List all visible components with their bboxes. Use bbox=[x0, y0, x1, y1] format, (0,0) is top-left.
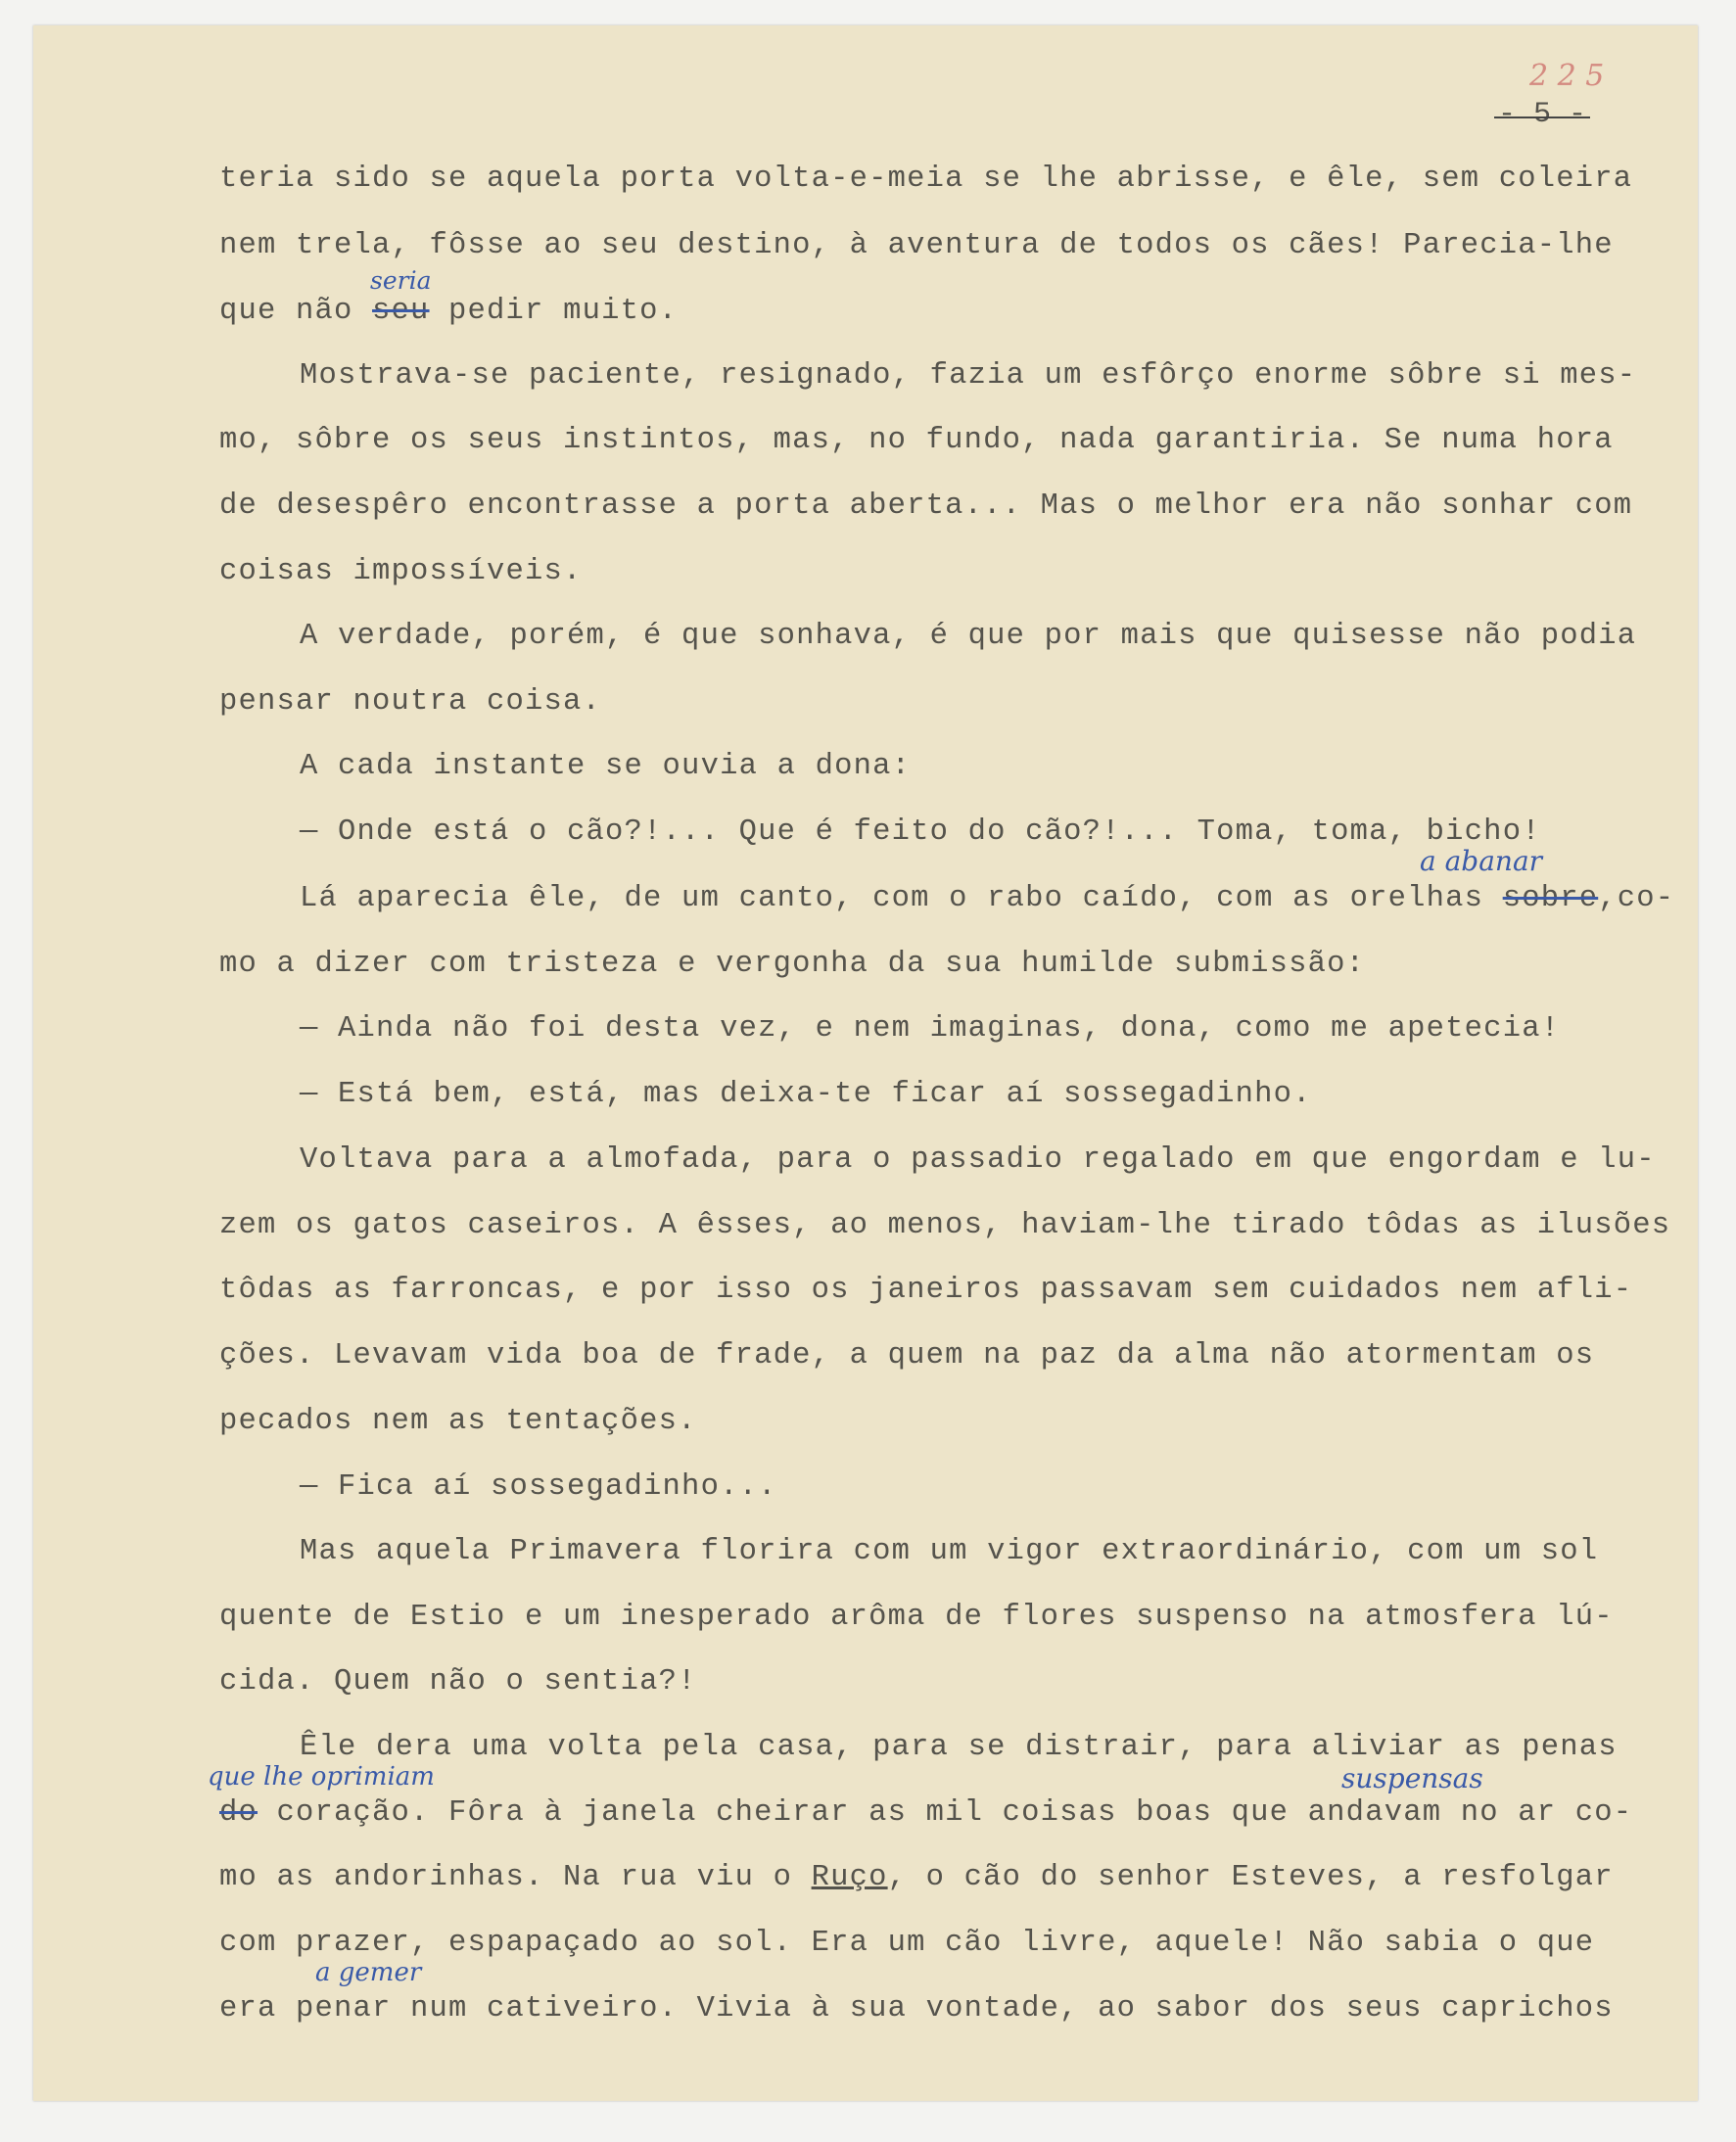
struck-word: do bbox=[219, 1796, 258, 1830]
text-line: ções. Levavam vida boa de frade, a quem na paz da alma não atormentam os bbox=[219, 1339, 1595, 1373]
text-line: de desespêro encontrasse a porta aberta... Mas o melhor era não sonhar com bbox=[219, 489, 1633, 523]
handwritten-insertion: seria bbox=[370, 266, 432, 295]
dialogue-line: — Ainda não foi desta vez, e nem imaginas, dona, como me apetecia! bbox=[300, 1012, 1561, 1046]
text-line bbox=[219, 1860, 1614, 1895]
text-line: com prazer, espapaçado ao sol. Era um cão livre, aquele! Não sabia o que bbox=[219, 1927, 1595, 1960]
handwritten-insertion: suspensas bbox=[1341, 1762, 1483, 1794]
text-line bbox=[300, 881, 1674, 916]
dialogue-line: — Onde está o cão?!... Que é feito do cão?!... Toma, toma, bicho! bbox=[300, 815, 1541, 849]
handwritten-insertion: a abanar bbox=[1420, 845, 1543, 877]
text-line: pensar noutra coisa. bbox=[219, 685, 602, 719]
text-line: tôdas as farroncas, e por isso os janeiros passavam sem cuidados nem afli- bbox=[219, 1274, 1633, 1307]
text-line: A verdade, porém, é que sonhava, é que por mais que quisesse não podia bbox=[300, 620, 1637, 653]
text-line: mo, sôbre os seus instintos, mas, no fundo, nada garantiria. Se numa hora bbox=[219, 424, 1614, 457]
text-line bbox=[219, 1795, 1632, 1831]
text-fragment: pedir muito. bbox=[429, 295, 679, 328]
text-line: Mostrava-se paciente, resignado, fazia um esfôrço enorme sôbre si mes- bbox=[300, 359, 1637, 393]
text-line: Êle dera uma volta pela casa, para se distrair, para aliviar as penas bbox=[300, 1731, 1618, 1764]
text-fragment: que não bbox=[219, 295, 373, 328]
dialogue-line: — Está bem, está, mas deixa-te ficar aí sossegadinho. bbox=[300, 1078, 1312, 1111]
underlined-name: Ruço bbox=[811, 1861, 888, 1894]
text-fragment: era penar bbox=[219, 1992, 411, 2026]
text-line: coisas impossíveis. bbox=[219, 555, 583, 588]
text-line: quente de Estio e um inesperado arôma de flores suspenso na atmosfera lú- bbox=[219, 1601, 1614, 1634]
handwritten-insertion: a gemer bbox=[315, 1958, 422, 1987]
text-line: nem trela, fôsse ao seu destino, à aventura de todos os cães! Parecia-lhe bbox=[219, 229, 1614, 262]
text-fragment: mo as andorinhas. Na rua viu o bbox=[219, 1861, 812, 1894]
text-line: pecados nem as tentações. bbox=[219, 1405, 697, 1438]
handwritten-insertion: que lhe oprimiam bbox=[208, 1762, 435, 1792]
struck-word: seu bbox=[372, 295, 430, 328]
text-line: teria sido se aquela porta volta-e-meia se lhe abrisse, e êle, sem coleira bbox=[219, 163, 1633, 196]
text-line: Mas aquela Primavera florira com um vigor extraordinário, com um sol bbox=[300, 1535, 1599, 1568]
text-fragment: , o cão do senhor Esteves, a resfolgar bbox=[887, 1861, 1614, 1894]
struck-word: sobre bbox=[1502, 882, 1599, 915]
typed-page-number: - 5 - bbox=[1498, 98, 1587, 131]
text-fragment: Lá aparecia êle, de um canto, com o rabo caído, com as orelhas bbox=[300, 882, 1503, 915]
text-line: zem os gatos caseiros. A êsses, ao menos, haviam-lhe tirado tôdas as ilusões bbox=[219, 1209, 1671, 1242]
text-fragment: ,co- bbox=[1598, 882, 1675, 915]
text-line: mo a dizer com tristeza e vergonha da sua humilde submissão: bbox=[219, 948, 1366, 981]
text-line: A cada instante se ouvia a dona: bbox=[300, 750, 912, 783]
text-line bbox=[219, 294, 678, 329]
text-line: cida. Quem não o sentia?! bbox=[219, 1665, 697, 1699]
text-line: Voltava para a almofada, para o passadio regalado em que engordam e lu- bbox=[300, 1143, 1656, 1177]
dialogue-line: — Fica aí sossegadinho... bbox=[300, 1470, 777, 1504]
text-fragment: coração. Fôra à janela cheirar as mil coisas boas que andavam no ar co- bbox=[258, 1796, 1633, 1830]
text-line bbox=[219, 1991, 1614, 2026]
text-fragment: num cativeiro. Vivia à sua vontade, ao sabor dos seus caprichos bbox=[410, 1992, 1614, 2026]
handwritten-page-number: 2 2 5 bbox=[1529, 59, 1605, 93]
